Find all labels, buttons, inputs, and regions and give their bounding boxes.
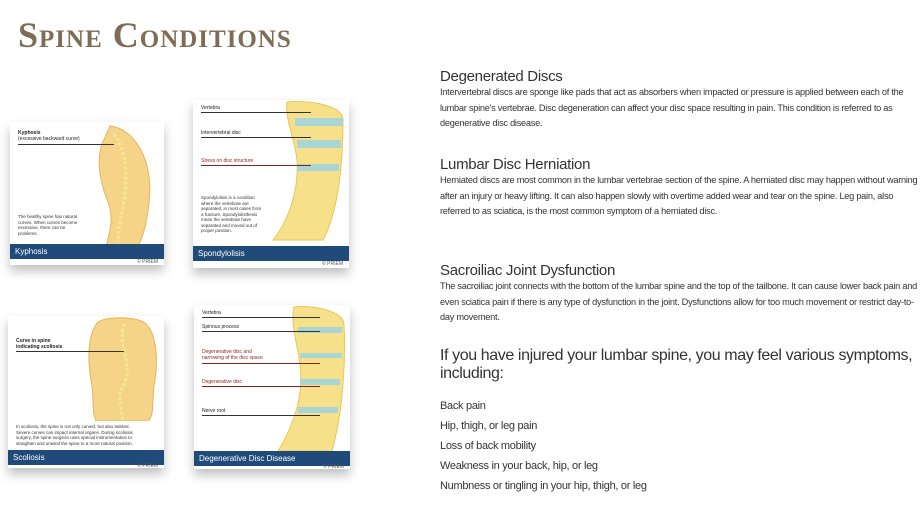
scoliosis-credit: © PRIEM: [137, 463, 158, 468]
spondylolisis-line-vertebra: [201, 112, 311, 113]
degenerative-line-spinous: [202, 331, 320, 332]
section-heading: Sacroiliac Joint Dysfunction: [440, 262, 616, 279]
symptoms-list: [440, 396, 647, 496]
list-item: Back pain: [440, 400, 486, 412]
section-degenerated-discs: [440, 68, 920, 132]
scoliosis-label: Scoliosis: [8, 450, 164, 465]
degenerative-credit: © PRIEM: [323, 464, 344, 469]
degenerative-callout-narrowing: Degenerative disc and narrowing of the disc space: [202, 349, 263, 361]
spondylolisis-callout-disc: Intervertebral disc: [201, 130, 241, 136]
list-item: Numbness or tingling in your hip, thigh, or leg: [440, 480, 647, 492]
page-title: Spine Conditions: [18, 15, 292, 55]
list-item: Loss of back mobility: [440, 440, 536, 452]
section-body: Herniated discs are most common in the lumbar vertebrae section of the spine. A herniated disc may happen without warning after an injury or heavy lifting. It can also happen slowly with overtime added wear and tear on the spine. Leg pain, also referred to as sciatica, is the most common symptom of a herniated disc.: [440, 175, 918, 216]
kyphosis-callout-sub: (excessive backward curve): [18, 136, 80, 142]
section-lumbar-disc-herniation: [440, 156, 920, 220]
degenerative-callout-spinous: Spinous process: [202, 324, 239, 330]
scoliosis-card: [8, 316, 164, 468]
section-heading: Degenerated Discs: [440, 68, 563, 85]
list-item: Hip, thigh, or leg pain: [440, 420, 538, 432]
degenerative-line-vertebra: [202, 317, 320, 318]
degenerative-callout-disc: Degenerative disc: [202, 379, 243, 385]
section-heading: Lumbar Disc Herniation: [440, 156, 591, 173]
degenerative-line-disc: [202, 386, 320, 387]
spondylolisis-line-stress: [201, 165, 311, 166]
degenerative-line-nerve: [202, 415, 320, 416]
degenerative-card: [194, 305, 350, 469]
spondylolisis-callout-vertebra: Vertebra: [201, 105, 220, 111]
scoliosis-illustration: [8, 316, 164, 421]
spondylolisis-card: [193, 100, 349, 268]
list-item: Weakness in your back, hip, or leg: [440, 460, 598, 472]
spondylolisis-credit: © PRIEM: [322, 261, 343, 267]
spondylolisis-callout-stress: Stress on disc structure: [201, 158, 254, 164]
kyphosis-label: Kyphosis: [10, 244, 164, 259]
section-sacroiliac-joint: [440, 262, 920, 326]
scoliosis-callout: Curve in spine indicating scoliosis: [16, 338, 63, 350]
spondylolisis-line-disc: [201, 137, 311, 138]
scoliosis-callout-line: [16, 351, 124, 352]
section-body: The sacroiliac joint connects with the bottom of the lumbar spine and the top of the tailbone. It can cause lower back pain and even sciatica pain if there is any type of dysfunction in the joint. Dysfunctions allow for too much movement or restrict day-to-day movement.: [440, 281, 917, 322]
kyphosis-card: [10, 122, 164, 265]
section-body: Intervertebral discs are sponge like pads that act as absorbers when impacted or pressure is applied between each of the lumbar spine's vertebrae. Disc degeneration can affect your disc space resulting in pain. This condition is referred to as degenerative disc disease.: [440, 87, 904, 128]
degenerative-label: Degenerative Disc Disease: [194, 451, 350, 466]
symptoms-intro: If you have injured your lumbar spine, you may feel various symptoms, including:: [440, 347, 913, 382]
kyphosis-credit: © PRIEM: [137, 259, 158, 265]
scoliosis-note: In scoliosis, the spine is not only curved, but also twisted. Severe curves can impact internal organs. During scoliosis surgery, the spine surgeon uses special instrumentation to straighten and unwind the spine to a more natural position.: [16, 424, 133, 446]
kyphosis-callout-title: Kyphosis: [18, 130, 41, 136]
kyphosis-callout-line: [18, 144, 114, 145]
degenerative-callout-nerve: Nerve root: [202, 408, 226, 414]
kyphosis-note: The healthy spine has natural curves. When curves become excessive, there can be problems.: [18, 214, 78, 236]
spondylolisis-label: Spondylolisis: [193, 246, 349, 261]
degenerative-line-narrowing: [202, 363, 320, 364]
spondylolisis-note: Spondylolisis is a condition where the vertebrae are separated, in most cases from a fracture. Spondylolisthesis mean the vertebrae have separated and moved out of proper position.: [201, 195, 262, 233]
degenerative-callout-vertebra: Vertebra: [202, 310, 221, 316]
